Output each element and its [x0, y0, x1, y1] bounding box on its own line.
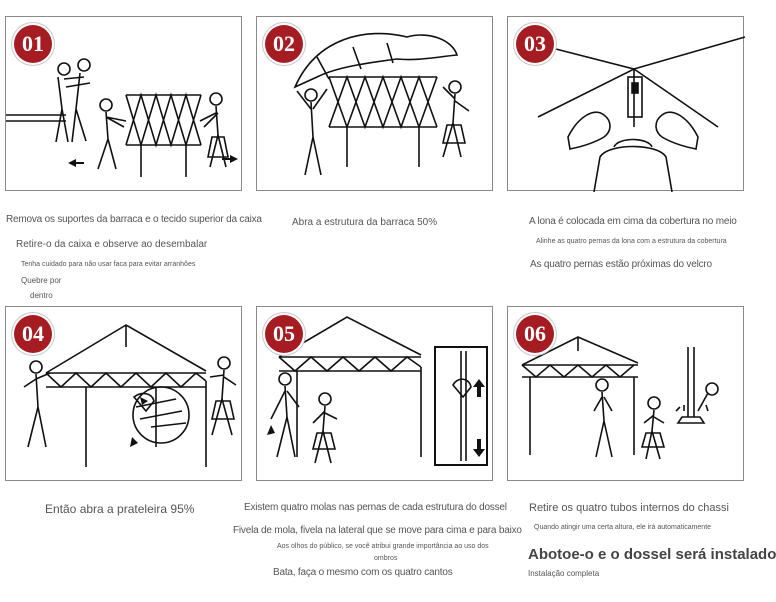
caption-06-line2: Quando atingir uma certa altura, ele irá automaticamente — [534, 524, 712, 531]
caption-01-line4: Quebre por — [21, 276, 62, 285]
step-panel-05 — [256, 306, 493, 481]
step-panel-02 — [256, 16, 493, 191]
caption-01-line2: Retire-o da caixa e observe ao desembalar — [16, 239, 208, 250]
step-panel-01 — [5, 16, 242, 191]
caption-06-line4: Instalação completa — [528, 569, 600, 578]
step-number-badge: 05 — [265, 315, 303, 353]
step-number-badge: 03 — [516, 25, 554, 63]
caption-05-line3: Aos olhos do público, se você atribui grande importância ao uso dos — [277, 543, 489, 550]
caption-01-line3: Tenha cuidado para não usar faca para evitar arranhões — [21, 261, 196, 268]
caption-03-line2: Alinhe as quatro pernas da lona com a estrutura da cobertura — [536, 238, 727, 245]
caption-05-line2: Fivela de mola, fivela na lateral que se move para cima e para baixo — [233, 525, 522, 536]
caption-05-line4: ombros — [374, 555, 398, 562]
step-number-badge: 02 — [265, 25, 303, 63]
caption-06-line3: Abotoe-o e o dossel será instalado — [528, 546, 776, 563]
caption-01-line5: dentro — [30, 291, 53, 300]
step-number-badge: 01 — [14, 25, 52, 63]
step-panel-04 — [5, 306, 242, 481]
caption-05-line5: Bata, faça o mesmo com os quatro cantos — [273, 567, 453, 578]
caption-03-line3: As quatro pernas estão próximas do velcro — [530, 259, 712, 270]
step-number-badge: 06 — [516, 315, 554, 353]
caption-02-line1: Abra a estrutura da barraca 50% — [292, 217, 438, 228]
step-number-badge: 04 — [14, 315, 52, 353]
caption-06-line1: Retire os quatro tubos internos do chassi — [529, 502, 729, 514]
caption-01-line1: Remova os suportes da barraca e o tecido superior da caixa — [6, 214, 262, 225]
caption-05-line1: Existem quatro molas nas pernas de cada estrutura do dossel — [244, 502, 507, 513]
caption-04-line1: Então abra a prateleira 95% — [45, 502, 195, 516]
caption-03-line1: A lona é colocada em cima da cobertura no meio — [529, 216, 737, 227]
step-panel-06 — [507, 306, 744, 481]
step-panel-03 — [507, 16, 744, 191]
